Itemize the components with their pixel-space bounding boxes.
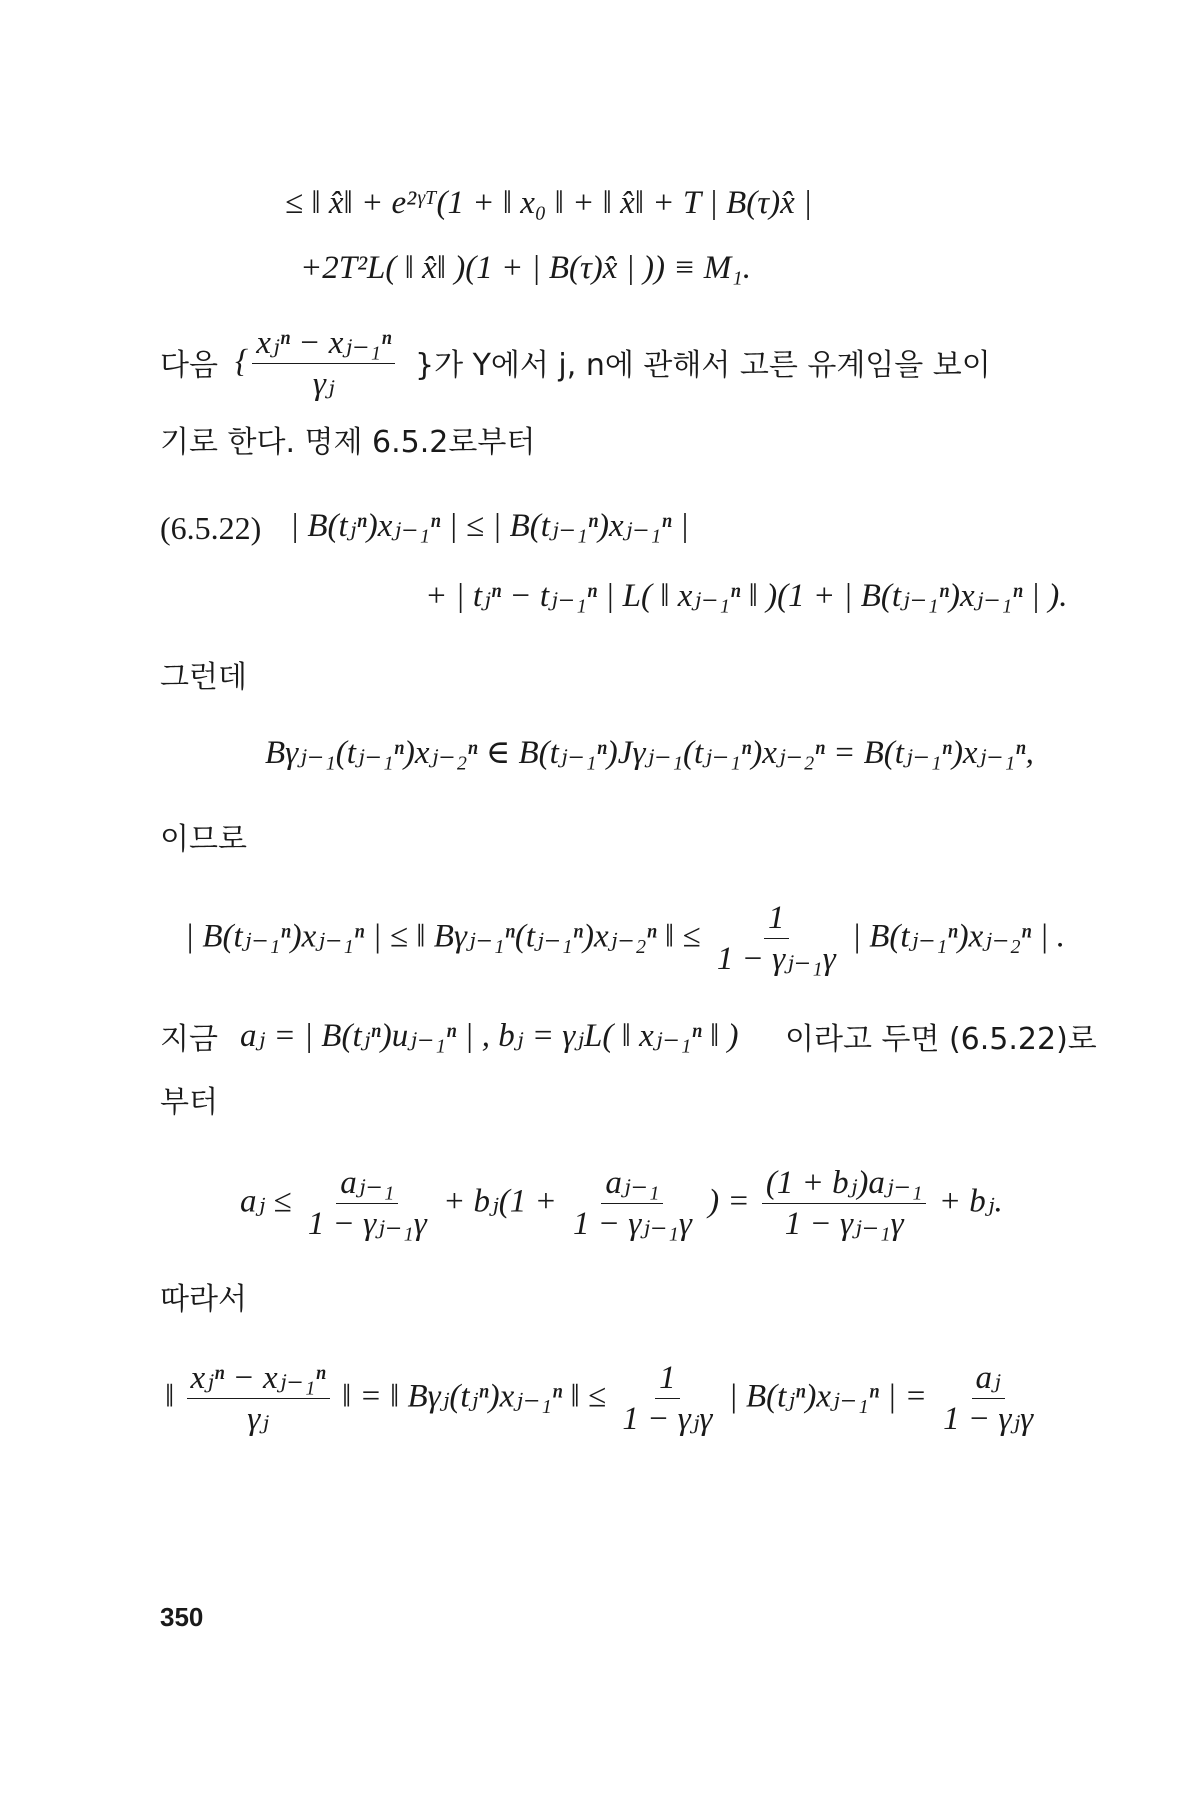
fraction-numerator: aⱼ₋₁ <box>336 1165 398 1204</box>
page-number: 350 <box>160 1602 204 1632</box>
fraction-denominator: γⱼ <box>312 366 335 403</box>
fraction-numerator: xⱼⁿ − xⱼ₋₁ⁿ <box>252 325 395 364</box>
fraction-denominator: 1 − γⱼγ <box>943 1401 1034 1438</box>
text-paragraph1-tail: }가 Y에서 j, n에 관해서 고른 유계임을 보이 <box>415 348 991 383</box>
equation-B-relation: Bγⱼ₋₁(tⱼ₋₁ⁿ)xⱼ₋₂ⁿ ∈ B(tⱼ₋₁ⁿ)Jγⱼ₋₁(tⱼ₋₁ⁿ)xⱼ₋₂ⁿ = B(tⱼ₋₁ⁿ)xⱼ₋₁ⁿ, <box>265 735 1034 771</box>
fraction-denominator: γⱼ <box>247 1401 269 1438</box>
text-paragraph1-line2: 기로 한다. 명제 6.5.2로부터 <box>160 425 536 460</box>
text-definitions-tail: 이라고 두면 (6.5.22)로 <box>785 1022 1097 1057</box>
equation-6-5-22-line2: + | tⱼⁿ − tⱼ₋₁ⁿ | L( ‖ xⱼ₋₁ⁿ ‖ )(1 + | B(tⱼ₋₁ⁿ)xⱼ₋₁ⁿ | ). <box>425 578 1068 614</box>
final-mid: ‖ = ‖ Bγⱼ(tⱼⁿ)xⱼ₋₁ⁿ ‖ ≤ <box>341 1378 607 1415</box>
final-mid2: | B(tⱼⁿ)xⱼ₋₁ⁿ | = <box>728 1378 927 1415</box>
fraction-denominator: 1 − γⱼ₋₁γ <box>572 1206 692 1243</box>
fraction-numerator: 1 <box>655 1360 680 1399</box>
equation-top-line2: +2T²L( ‖ x̂‖ )(1 + | B(τ)x̂ | )) ≡ M₁. <box>300 250 751 286</box>
aj-tail: + bⱼ. <box>938 1183 1003 1220</box>
text-imeuro: 이므로 <box>160 822 247 857</box>
equation-label-6-5-22: (6.5.22) <box>160 510 262 546</box>
fraction-denominator: 1 − γⱼ₋₁γ <box>307 1206 427 1243</box>
text-ttaraseo: 따라서 <box>160 1282 247 1317</box>
equation-final-bound <box>165 1360 1041 1438</box>
aj-eq: ) = <box>708 1183 750 1220</box>
fraction-numerator: aⱼ <box>972 1360 1005 1399</box>
equation-inequality <box>185 900 1065 978</box>
fraction-numerator: xⱼⁿ − xⱼ₋₁ⁿ <box>187 1360 330 1399</box>
fraction-difference-quotient: { $\frac{\text{xⱼⁿ − xⱼ₋₁ⁿ}}{\text{γⱼ}}$ <box>235 325 399 403</box>
inequality-left: | B(tⱼ₋₁ⁿ)xⱼ₋₁ⁿ | ≤ ‖ Bγⱼ₋₁ⁿ(tⱼ₋₁ⁿ)xⱼ₋₂ⁿ ‖ ≤ <box>185 918 701 955</box>
fraction-numerator: (1 + bⱼ)aⱼ₋₁ <box>762 1165 927 1204</box>
text-buteo: 부터 <box>160 1085 218 1120</box>
text-daeum: 다음 <box>160 348 218 383</box>
text-jigeum: 지금 <box>160 1022 218 1057</box>
fraction-denominator: 1 − γⱼ₋₁γ <box>716 941 836 978</box>
text-geureonde: 그런데 <box>160 660 247 695</box>
equation-6-5-22-line1: | B(tⱼⁿ)xⱼ₋₁ⁿ | ≤ | B(tⱼ₋₁ⁿ)xⱼ₋₁ⁿ | <box>290 508 689 544</box>
fraction-numerator: 1 <box>764 900 789 939</box>
aj-lhs: aⱼ ≤ <box>240 1183 292 1220</box>
final-open: ‖ <box>165 1378 175 1415</box>
inequality-right: | B(tⱼ₋₁ⁿ)xⱼ₋₂ⁿ | . <box>851 918 1066 955</box>
aj-mid: + bⱼ(1 + <box>442 1183 557 1220</box>
fraction-numerator: aⱼ₋₁ <box>601 1165 663 1204</box>
equation-definitions: aⱼ = | B(tⱼⁿ)uⱼ₋₁ⁿ | , bⱼ = γⱼL( ‖ xⱼ₋₁ⁿ ‖ ) <box>240 1018 739 1054</box>
equation-aj-bound <box>240 1165 1003 1243</box>
fraction-denominator: 1 − γⱼ₋₁γ <box>784 1206 904 1243</box>
fraction-denominator: 1 − γⱼγ <box>622 1401 713 1438</box>
equation-top-line1: ≤ ‖ x̂‖ + e²ᵞᵀ(1 + ‖ x₀ ‖ + ‖ x̂‖ + T | B(τ)x̂ | <box>285 185 813 221</box>
